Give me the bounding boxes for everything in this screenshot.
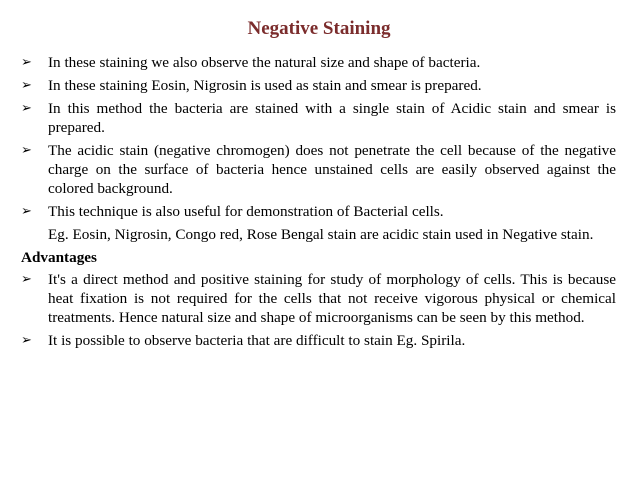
bullet-text: In these staining Eosin, Nigrosin is used as stain and smear is prepared. xyxy=(48,77,482,94)
arrow-bullet-icon: ➢ xyxy=(21,55,32,70)
advantage-text: It is possible to observe bacteria that are difficult to stain Eg. Spirila. xyxy=(48,332,466,349)
arrow-bullet-icon: ➢ xyxy=(21,78,32,93)
arrow-bullet-icon: ➢ xyxy=(21,101,32,116)
bullet-text: In these staining we also observe the natural size and shape of bacteria. xyxy=(48,54,481,71)
bullet-point xyxy=(21,141,616,198)
bullet-point xyxy=(21,53,616,72)
bullet-text: This technique is also useful for demonstration of Bacterial cells. xyxy=(48,203,444,220)
arrow-bullet-icon: ➢ xyxy=(21,333,32,348)
arrow-bullet-icon: ➢ xyxy=(21,143,32,158)
bullet-point xyxy=(21,202,616,221)
bullet-point xyxy=(21,76,616,95)
advantage-point xyxy=(21,331,616,350)
arrow-bullet-icon: ➢ xyxy=(21,272,32,287)
advantage-point xyxy=(21,270,616,327)
bullet-point xyxy=(21,99,616,137)
example-text: Eg. Eosin, Nigrosin, Congo red, Rose Bengal stain are acidic stain used in Negative stain. xyxy=(48,226,594,243)
arrow-bullet-icon: ➢ xyxy=(21,204,32,219)
advantage-text: It's a direct method and positive staining for study of morphology of cells. This is because heat fixation is not required for the cells that not receive vigorous physical or chemical treatments. Hence natural size and shape of microorganisms can be seen by this method. xyxy=(48,271,616,326)
bullet-text: In this method the bacteria are stained with a single stain of Acidic stain and smear is prepared. xyxy=(48,100,616,136)
slide-content xyxy=(21,53,616,354)
advantages-heading: Advantages xyxy=(21,249,97,266)
slide-title: Negative Staining xyxy=(247,18,391,39)
bullet-text: The acidic stain (negative chromogen) does not penetrate the cell because of the negative charge on the surface of bacteria hence unstained cells are easily observed against the colored background. xyxy=(48,142,616,197)
